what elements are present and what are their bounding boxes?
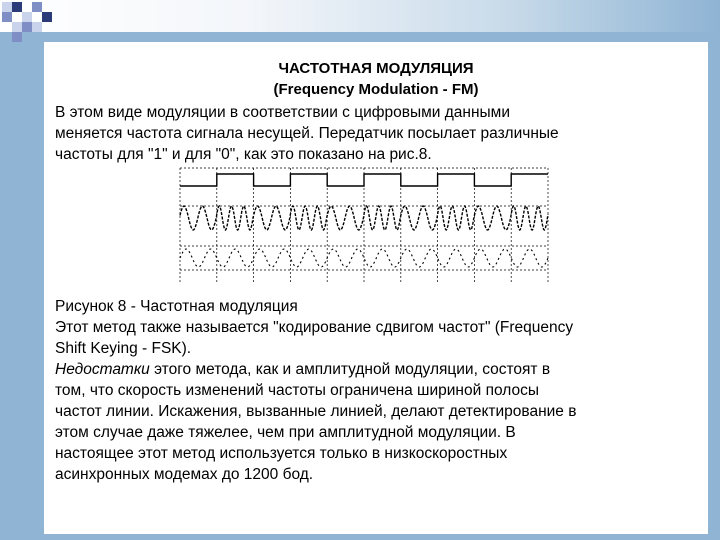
drawbacks-line: настоящее этот метод используется только в низкоскоростных: [55, 445, 508, 462]
fm-waveform-figure: [178, 166, 550, 286]
fsk-line: Shift Keying - FSK).: [55, 340, 192, 357]
decor-square: [12, 32, 22, 42]
drawbacks-line: [55, 359, 705, 380]
figure-caption: Рисунок 8 - Частотная модуляция: [55, 298, 298, 315]
header-band: [0, 0, 720, 32]
drawbacks-line: частот линии. Искажения, вызванные линией, делают детектирование в: [55, 403, 577, 420]
decor-square: [2, 12, 12, 22]
drawbacks-line: асинхронных модемах до 1200 бод.: [55, 466, 314, 483]
slide-content: [44, 42, 708, 534]
decor-square: [22, 12, 32, 22]
body-paragraph: [55, 296, 705, 485]
intro-line: В этом виде модуляции в соответствии с цифровыми данными: [55, 104, 510, 121]
decor-square: [12, 22, 22, 32]
slide-subtitle: (Frequency Modulation - FM): [273, 81, 479, 98]
intro-line: частоты для "1" и для "0", как это показано на рис.8.: [55, 146, 432, 163]
decor-square: [2, 2, 12, 12]
intro-line: меняется частота сигнала несущей. Передатчик посылает различные: [55, 125, 559, 142]
data-square-wave: [180, 174, 548, 186]
drawbacks-text: этого метода, как и амплитудной модуляции, состоят в: [149, 361, 551, 378]
fm-waveform-svg: [178, 166, 550, 286]
drawbacks-line: том, что скорость изменений частоты ограничена шириной полосы: [55, 382, 539, 399]
decor-square: [22, 22, 32, 32]
decor-square: [12, 2, 22, 12]
decor-square: [32, 22, 42, 32]
decor-square: [32, 2, 42, 12]
drawbacks-label: Недостатки: [55, 361, 150, 378]
decor-square: [42, 12, 52, 22]
slide-title: ЧАСТОТНАЯ МОДУЛЯЦИЯ: [278, 60, 474, 77]
drawbacks-line: этом случае даже тяжелее, чем при амплитудной модуляции. В: [55, 424, 516, 441]
fsk-line: Этот метод также называется "кодирование сдвигом частот" (Frequency: [55, 319, 574, 336]
intro-paragraph: [55, 102, 705, 165]
